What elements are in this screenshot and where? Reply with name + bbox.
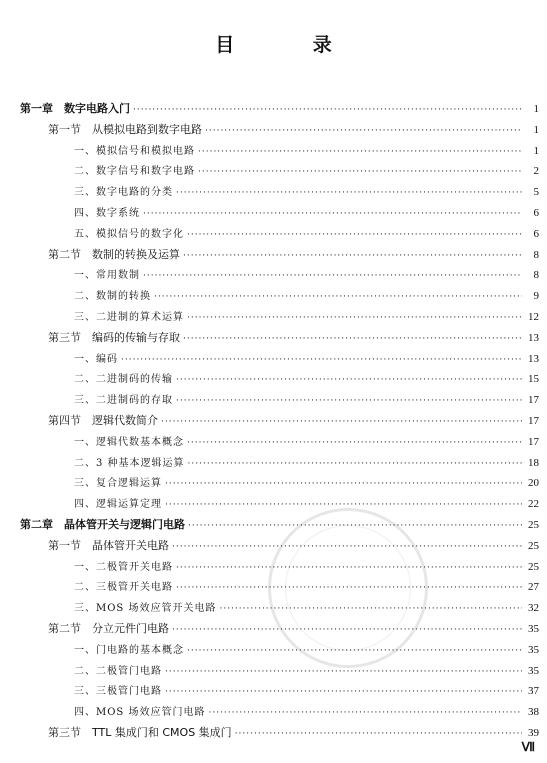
toc-entry-page: 15 [528, 373, 539, 386]
toc-entry-item[interactable] [74, 162, 539, 182]
toc-entry-item[interactable] [74, 204, 539, 224]
toc-entry-label: 四、逻辑运算定理 [74, 499, 162, 511]
toc-entry-item[interactable] [74, 662, 539, 682]
toc-entry-item[interactable] [74, 558, 539, 578]
toc-entry-section[interactable] [48, 329, 539, 349]
toc-entry-label: 第三节 TTL 集成门和 CMOS 集成门 [48, 726, 232, 739]
dot-leader [165, 479, 522, 489]
toc-entry-label: 一、编码 [74, 353, 118, 365]
dot-leader [165, 667, 522, 677]
toc-entry-page: 37 [528, 685, 539, 698]
toc-entry-label: 二、3 种基本逻辑运算 [74, 457, 185, 469]
toc-entry-item[interactable] [74, 599, 539, 619]
dot-leader [176, 563, 522, 573]
toc-entry-page: 18 [528, 456, 539, 469]
dot-leader [235, 729, 522, 739]
dot-leader [208, 708, 522, 718]
dot-leader [198, 167, 522, 177]
dot-leader [121, 355, 522, 365]
toc-entry-item[interactable] [74, 225, 539, 245]
toc-entry-label: 三、三极管门电路 [74, 686, 162, 698]
toc-entry-page: 1 [533, 103, 539, 115]
toc-entry-label: 第二章 晶体管开关与逻辑门电路 [20, 518, 185, 531]
toc-entry-item[interactable] [74, 142, 539, 162]
toc-entry-item[interactable] [74, 183, 539, 203]
toc-entry-item[interactable] [74, 350, 539, 370]
toc-entry-item[interactable] [74, 641, 539, 661]
toc-entry-item[interactable] [74, 308, 539, 328]
toc-entry-label: 二、二进制码的传输 [74, 374, 173, 386]
toc-entry-item[interactable] [74, 578, 539, 598]
dot-leader [154, 292, 522, 302]
dot-leader [205, 126, 522, 136]
dot-leader [219, 604, 522, 614]
toc-entry-page: 8 [533, 248, 539, 261]
toc-entry-page: 6 [533, 207, 539, 219]
dot-leader [188, 459, 522, 469]
toc-entry-page: 8 [533, 269, 539, 282]
toc-entry-page: 17 [528, 394, 539, 407]
toc-entry-section[interactable] [48, 537, 539, 557]
toc-entry-label: 四、MOS 场效应管门电路 [74, 707, 206, 719]
dot-leader [187, 313, 522, 323]
dot-leader [143, 209, 522, 219]
dot-leader [133, 105, 522, 115]
toc-entry-page: 17 [528, 435, 539, 448]
toc-entry-page: 35 [528, 643, 539, 656]
dot-leader [172, 625, 522, 635]
toc-entry-page: 12 [528, 311, 539, 323]
toc-entry-item[interactable] [74, 391, 539, 411]
toc-entry-section[interactable] [48, 724, 539, 744]
toc-entry-page: 35 [528, 623, 539, 635]
toc-entry-page: 38 [528, 706, 539, 719]
toc-entry-item[interactable] [74, 454, 539, 474]
toc-entry-item[interactable] [74, 682, 539, 702]
toc-entry-label: 二、数制的转换 [74, 291, 151, 303]
toc-entry-label: 第四节 逻辑代数简介 [48, 414, 158, 427]
toc-entry-item[interactable] [74, 495, 539, 515]
toc-entry-item[interactable] [74, 287, 539, 307]
toc-entry-label: 一、二极管开关电路 [74, 561, 173, 573]
toc-entry-page: 35 [528, 664, 539, 677]
toc-entry-label: 三、复合逻辑运算 [74, 478, 162, 490]
toc-entry-label: 二、三极管开关电路 [74, 582, 173, 594]
toc-entry-item[interactable] [74, 703, 539, 723]
toc-entry-label: 三、二进制码的存取 [74, 395, 173, 407]
dot-leader [187, 230, 522, 240]
toc-entry-page: 5 [533, 186, 539, 199]
dot-leader [188, 521, 522, 531]
toc-entry-page: 20 [528, 477, 539, 490]
toc-entry-page: 1 [533, 144, 539, 157]
toc-entry-page: 17 [528, 415, 539, 427]
toc-entry-label: 二、数字信号和数字电路 [74, 166, 195, 178]
toc-entry-item[interactable] [74, 474, 539, 494]
dot-leader [176, 375, 522, 385]
toc-entry-item[interactable] [74, 266, 539, 286]
toc-entry-chapter[interactable] [20, 100, 539, 120]
toc-entry-label: 五、模拟信号的数字化 [74, 228, 184, 240]
toc-entry-item[interactable] [74, 370, 539, 390]
dot-leader [176, 583, 522, 593]
toc-entry-label: 第二节 分立元件门电路 [48, 622, 169, 635]
toc-entry-page: 13 [528, 331, 539, 344]
toc-entry-label: 一、常用数制 [74, 270, 140, 282]
dot-leader [198, 147, 522, 157]
dot-leader [172, 542, 522, 552]
toc-entry-page: 25 [528, 519, 539, 531]
dot-leader [187, 646, 522, 656]
toc-entry-page: 9 [533, 290, 539, 303]
dot-leader [165, 500, 522, 510]
toc-entry-page: 1 [533, 123, 539, 136]
dot-leader [143, 271, 522, 281]
toc-entry-section[interactable] [48, 412, 539, 432]
toc-entry-chapter[interactable] [20, 516, 539, 536]
toc-entry-page: 32 [528, 602, 539, 615]
toc-entry-page: 27 [528, 581, 539, 594]
dot-leader [176, 396, 522, 406]
toc-entry-section[interactable] [48, 121, 539, 141]
toc-entry-page: 2 [533, 165, 539, 178]
dot-leader [187, 438, 522, 448]
toc-entry-page: 22 [528, 498, 539, 511]
toc-entry-page: 25 [528, 539, 539, 552]
toc-entry-label: 一、模拟信号和模拟电路 [74, 145, 195, 157]
toc-entry-label: 第一节 晶体管开关电路 [48, 538, 169, 552]
toc-entry-label: 第三节 编码的传输与存取 [48, 330, 180, 344]
dot-leader [176, 188, 522, 198]
dot-leader [183, 251, 522, 261]
toc-entry-label: 一、门电路的基本概念 [74, 644, 184, 656]
toc-entry-label: 三、数字电路的分类 [74, 187, 173, 199]
dot-leader [161, 417, 522, 427]
toc-entry-section[interactable] [48, 246, 539, 266]
page-number: Ⅶ [521, 740, 535, 754]
toc-entry-label: 三、MOS 场效应管开关电路 [74, 603, 217, 615]
toc-entry-label: 一、逻辑代数基本概念 [74, 436, 184, 448]
toc-entry-label: 第一章 数字电路入门 [20, 102, 130, 115]
toc-entry-label: 第二节 数制的转换及运算 [48, 247, 180, 261]
toc-entry-page: 6 [533, 227, 539, 240]
dot-leader [165, 687, 522, 697]
toc-entry-label: 二、二极管门电路 [74, 665, 162, 677]
toc-entry-section[interactable] [48, 620, 539, 640]
toc-entry-label: 三、二进制的算术运算 [74, 312, 184, 323]
toc-entry-page: 25 [528, 560, 539, 573]
toc-entry-label: 四、数字系统 [74, 208, 140, 219]
toc-entry-label: 第一节 从模拟电路到数字电路 [48, 122, 202, 136]
toc-entry-page: 39 [528, 727, 539, 739]
toc-entry-page: 13 [528, 352, 539, 365]
dot-leader [183, 334, 522, 344]
page-title: 目 录 [215, 34, 368, 56]
toc-entry-item[interactable] [74, 433, 539, 453]
